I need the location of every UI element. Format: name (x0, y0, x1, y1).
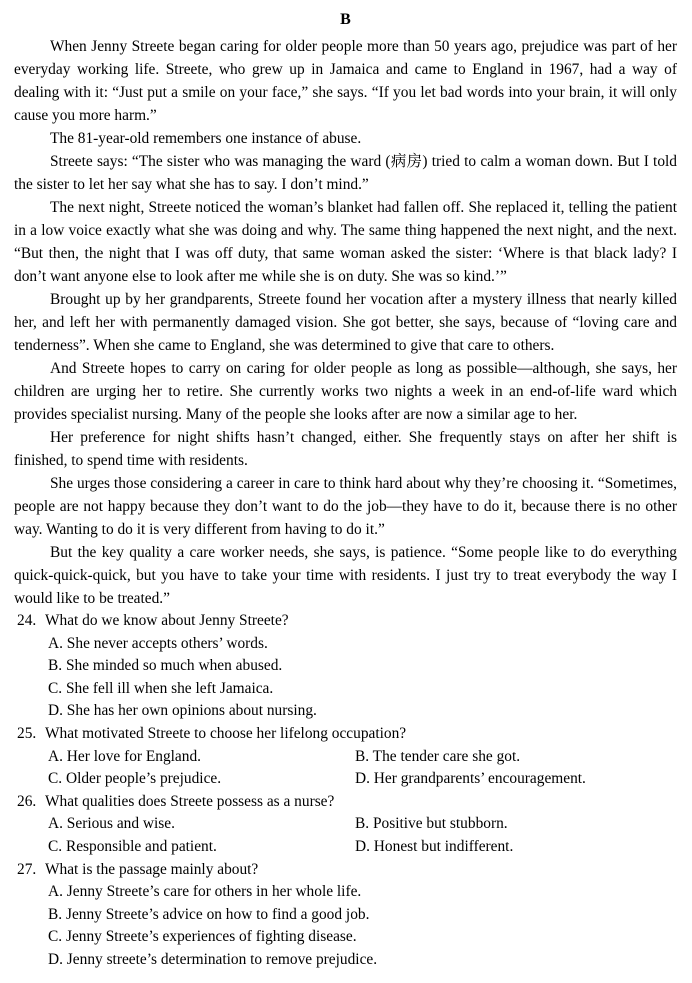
question-block (14, 723, 677, 791)
option-list (14, 813, 677, 858)
answer-option: A. Her love for England. (48, 747, 202, 765)
answer-option: A. Jenny Streete’s care for others in her whole life. (48, 883, 362, 901)
answer-option: D. Her grandparents’ encouragement. (355, 770, 586, 788)
section-label: B (340, 11, 351, 28)
answer-option: B. The tender care she got. (355, 747, 521, 765)
option-list (14, 633, 677, 723)
question-number: 24. (17, 612, 37, 629)
question-text: What qualities does Streete possess as a nurse? (45, 792, 335, 810)
answer-option: A. She never accepts others’ words. (48, 634, 268, 652)
question-heading (14, 610, 677, 633)
passage-paragraph: Her preference for night shifts hasn’t changed, either. She frequently stays on after her shift is finished, to spend time with residents. (14, 429, 677, 469)
question-block (14, 791, 677, 859)
answer-option: B. She minded so much when abused. (48, 657, 283, 675)
question-heading (14, 791, 677, 814)
question-number: 26. (17, 792, 37, 810)
answer-option: C. She fell ill when she left Jamaica. (48, 679, 274, 697)
question-text: What is the passage mainly about? (45, 860, 259, 878)
question-number: 27. (17, 860, 37, 878)
answer-option: B. Jenny Streete’s advice on how to find a good job. (48, 905, 370, 923)
question-list (14, 610, 677, 972)
answer-option: C. Jenny Streete’s experiences of fighting disease. (48, 928, 357, 946)
option-list (14, 881, 677, 971)
answer-option: D. She has her own opinions about nursing. (48, 702, 317, 720)
question-text: What motivated Streete to choose her lifelong occupation? (45, 724, 407, 742)
question-block (14, 610, 677, 723)
passage-paragraph: Brought up by her grandparents, Streete found her vocation after a mystery illness that nearly killed her, and left her with permanently damaged vision. She got better, she says, because of “loving care and tenderness”. When she came to England, she was determined to give that care to others. (14, 291, 677, 354)
passage-paragraph: When Jenny Streete began caring for older people more than 50 years ago, prejudice was part of her everyday working life. Streete, who grew up in Jamaica and came to England in 1967, had a way of dealing with it: “Just put a smile on your face,” she says. “If you let bad words into your brain, it will only cause you more harm.” (14, 38, 677, 124)
question-heading (14, 723, 677, 746)
answer-option: B. Positive but stubborn. (355, 815, 508, 833)
passage-paragraph: And Streete hopes to carry on caring for older people as long as possible—although, she says, her children are urging her to retire. She currently works two nights a week in an end-of-life ward which provides specialist nursing. Many of the people she looks after are now a similar age to her. (14, 360, 677, 423)
answer-option: C. Older people’s prejudice. (48, 770, 222, 788)
passage-paragraph: The 81-year-old remembers one instance of abuse. (50, 130, 362, 147)
passage-paragraph: She urges those considering a career in care to think hard about why they’re choosing it. “Sometimes, people are not happy because they don’t want to do the job—they have to do it, because there is no other way. Wanting to do it is very different from having to do it.” (14, 475, 677, 538)
option-list (14, 746, 677, 791)
passage-paragraph: Streete says: “The sister who was managing the ward (病房) tried to calm a woman down. But I told the sister to let her say what she has to say. I don’t mind.” (14, 153, 677, 193)
question-number: 25. (17, 724, 37, 742)
answer-option: A. Serious and wise. (48, 815, 175, 833)
passage-paragraph: The next night, Streete noticed the woman’s blanket had fallen off. She replaced it, telling the patient in a low voice exactly what she was doing and why. The same thing happened the next night, and the next. “But then, the night that I was off duty, that same woman asked the sister: ‘Where is that black lady? I don’t want anyone else to look after me while she is on duty. She was so kind.’” (14, 199, 677, 285)
answer-option: D. Jenny streete’s determination to remove prejudice. (48, 950, 378, 968)
reading-passage (14, 35, 677, 610)
question-block (14, 859, 677, 972)
answer-option: D. Honest but indifferent. (355, 837, 514, 855)
answer-option: C. Responsible and patient. (48, 837, 217, 855)
question-text: What do we know about Jenny Streete? (45, 612, 289, 629)
question-heading (14, 859, 677, 882)
passage-paragraph: But the key quality a care worker needs, she says, is patience. “Some people like to do everything quick-quick-quick, but you have to take your time with residents. I just try to treat everybody the way I would like to be treated.” (14, 544, 677, 607)
